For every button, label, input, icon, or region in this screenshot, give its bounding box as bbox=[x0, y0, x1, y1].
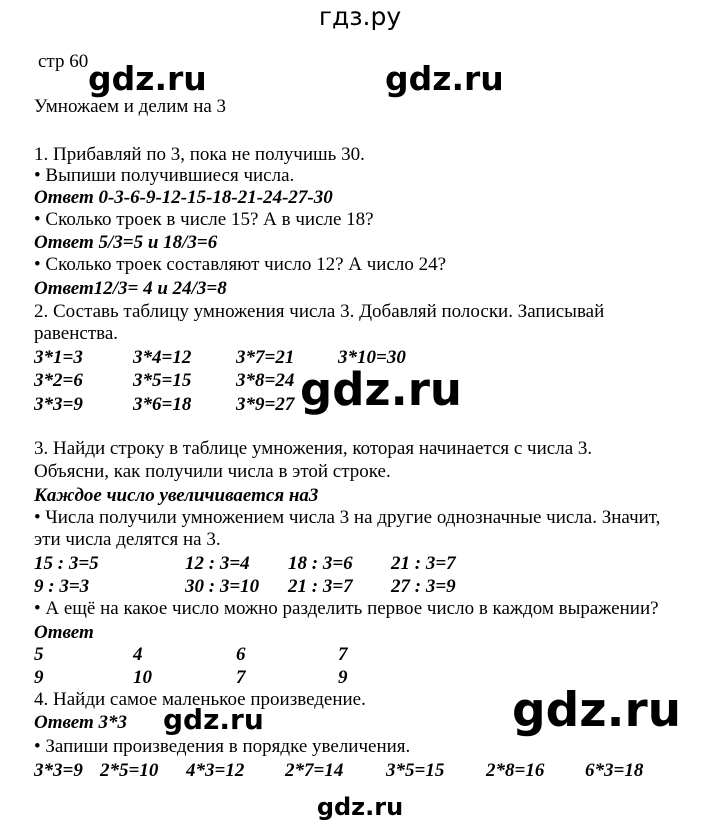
task2-line: 2. Составь таблицу умножения числа 3. Добавляй полоски. Записывай bbox=[34, 301, 605, 322]
table-cell: 21 : 3=7 bbox=[391, 553, 456, 574]
task1-answer: Ответ 5/3=5 и 18/3=6 bbox=[34, 232, 218, 253]
table-cell: 5 bbox=[34, 644, 44, 665]
table-cell: 21 : 3=7 bbox=[288, 576, 353, 597]
task3-line: • Числа получили умножением числа 3 на другие однозначные числа. Значит, bbox=[34, 507, 661, 528]
product-item: 2*8=16 bbox=[486, 760, 545, 781]
task4-answer: Ответ 3*3 bbox=[34, 712, 127, 733]
table-cell: 9 bbox=[34, 667, 44, 688]
table-cell: 30 : 3=10 bbox=[185, 576, 260, 597]
table-cell: 3*8=24 bbox=[236, 370, 295, 391]
task2-line: равенства. bbox=[34, 323, 119, 344]
table-cell: 3*4=12 bbox=[133, 347, 192, 368]
table-cell: 18 : 3=6 bbox=[288, 553, 353, 574]
task1-line: 1. Прибавляй по 3, пока не получишь 30. bbox=[34, 144, 365, 165]
page-title: Умножаем и делим на 3 bbox=[34, 96, 227, 117]
table-cell: 3*9=27 bbox=[236, 394, 295, 415]
table-cell: 3*6=18 bbox=[133, 394, 192, 415]
task3-line: эти числа делятся на 3. bbox=[34, 529, 221, 550]
table-cell: 3*7=21 bbox=[236, 347, 295, 368]
product-item: 2*5=10 bbox=[100, 760, 159, 781]
watermark: gdz.ru bbox=[300, 363, 462, 416]
table-cell: 10 bbox=[133, 667, 152, 688]
task1-answer: Ответ12/3= 4 и 24/3=8 bbox=[34, 278, 227, 299]
task1-line: • Выпиши получившиеся числа. bbox=[34, 165, 295, 186]
table-cell: 9 : 3=3 bbox=[34, 576, 90, 597]
table-cell: 15 : 3=5 bbox=[34, 553, 99, 574]
task3-answer: Каждое число увеличивается на3 bbox=[34, 485, 319, 506]
table-cell: 4 bbox=[133, 644, 143, 665]
watermark: gdz.ru bbox=[385, 59, 504, 98]
watermark-top: гдз.ру bbox=[318, 2, 402, 31]
task3-line: • А ещё на какое число можно разделить первое число в каждом выражении? bbox=[34, 598, 659, 619]
task3-line: Объясни, как получили числа в этой строке. bbox=[34, 461, 391, 482]
task3-line: 3. Найди строку в таблице умножения, которая начинается с числа 3. bbox=[34, 438, 593, 459]
table-cell: 12 : 3=4 bbox=[185, 553, 250, 574]
table-cell: 3*3=9 bbox=[34, 394, 83, 415]
task3-answer-label: Ответ bbox=[34, 622, 94, 643]
table-cell: 3*5=15 bbox=[133, 370, 192, 391]
task4-line: 4. Найди самое маленькое произведение. bbox=[34, 689, 366, 710]
task1-line: • Сколько троек составляют число 12? А число 24? bbox=[34, 254, 447, 275]
table-cell: 3*2=6 bbox=[34, 370, 83, 391]
page-reference: стр 60 bbox=[38, 51, 89, 72]
table-cell: 3*10=30 bbox=[338, 347, 406, 368]
task1-answer: Ответ 0-3-6-9-12-15-18-21-24-27-30 bbox=[34, 187, 333, 208]
task4-line: • Запиши произведения в порядке увеличения. bbox=[34, 736, 411, 757]
table-cell: 6 bbox=[236, 644, 246, 665]
table-cell: 7 bbox=[338, 644, 348, 665]
product-item: 2*7=14 bbox=[285, 760, 344, 781]
watermark-bottom: gdz.ru bbox=[316, 793, 404, 821]
task1-line: • Сколько троек в числе 15? А в числе 18? bbox=[34, 209, 374, 230]
table-cell: 9 bbox=[338, 667, 348, 688]
product-item: 6*3=18 bbox=[585, 760, 644, 781]
product-item: 4*3=12 bbox=[186, 760, 245, 781]
table-cell: 3*1=3 bbox=[34, 347, 83, 368]
watermark: gdz.ru bbox=[512, 683, 682, 738]
watermark: gdz.ru bbox=[88, 59, 207, 98]
watermark: gdz.ru bbox=[163, 703, 264, 736]
product-item: 3*3=9 bbox=[34, 760, 83, 781]
table-cell: 7 bbox=[236, 667, 246, 688]
product-item: 3*5=15 bbox=[386, 760, 445, 781]
table-cell: 27 : 3=9 bbox=[391, 576, 456, 597]
